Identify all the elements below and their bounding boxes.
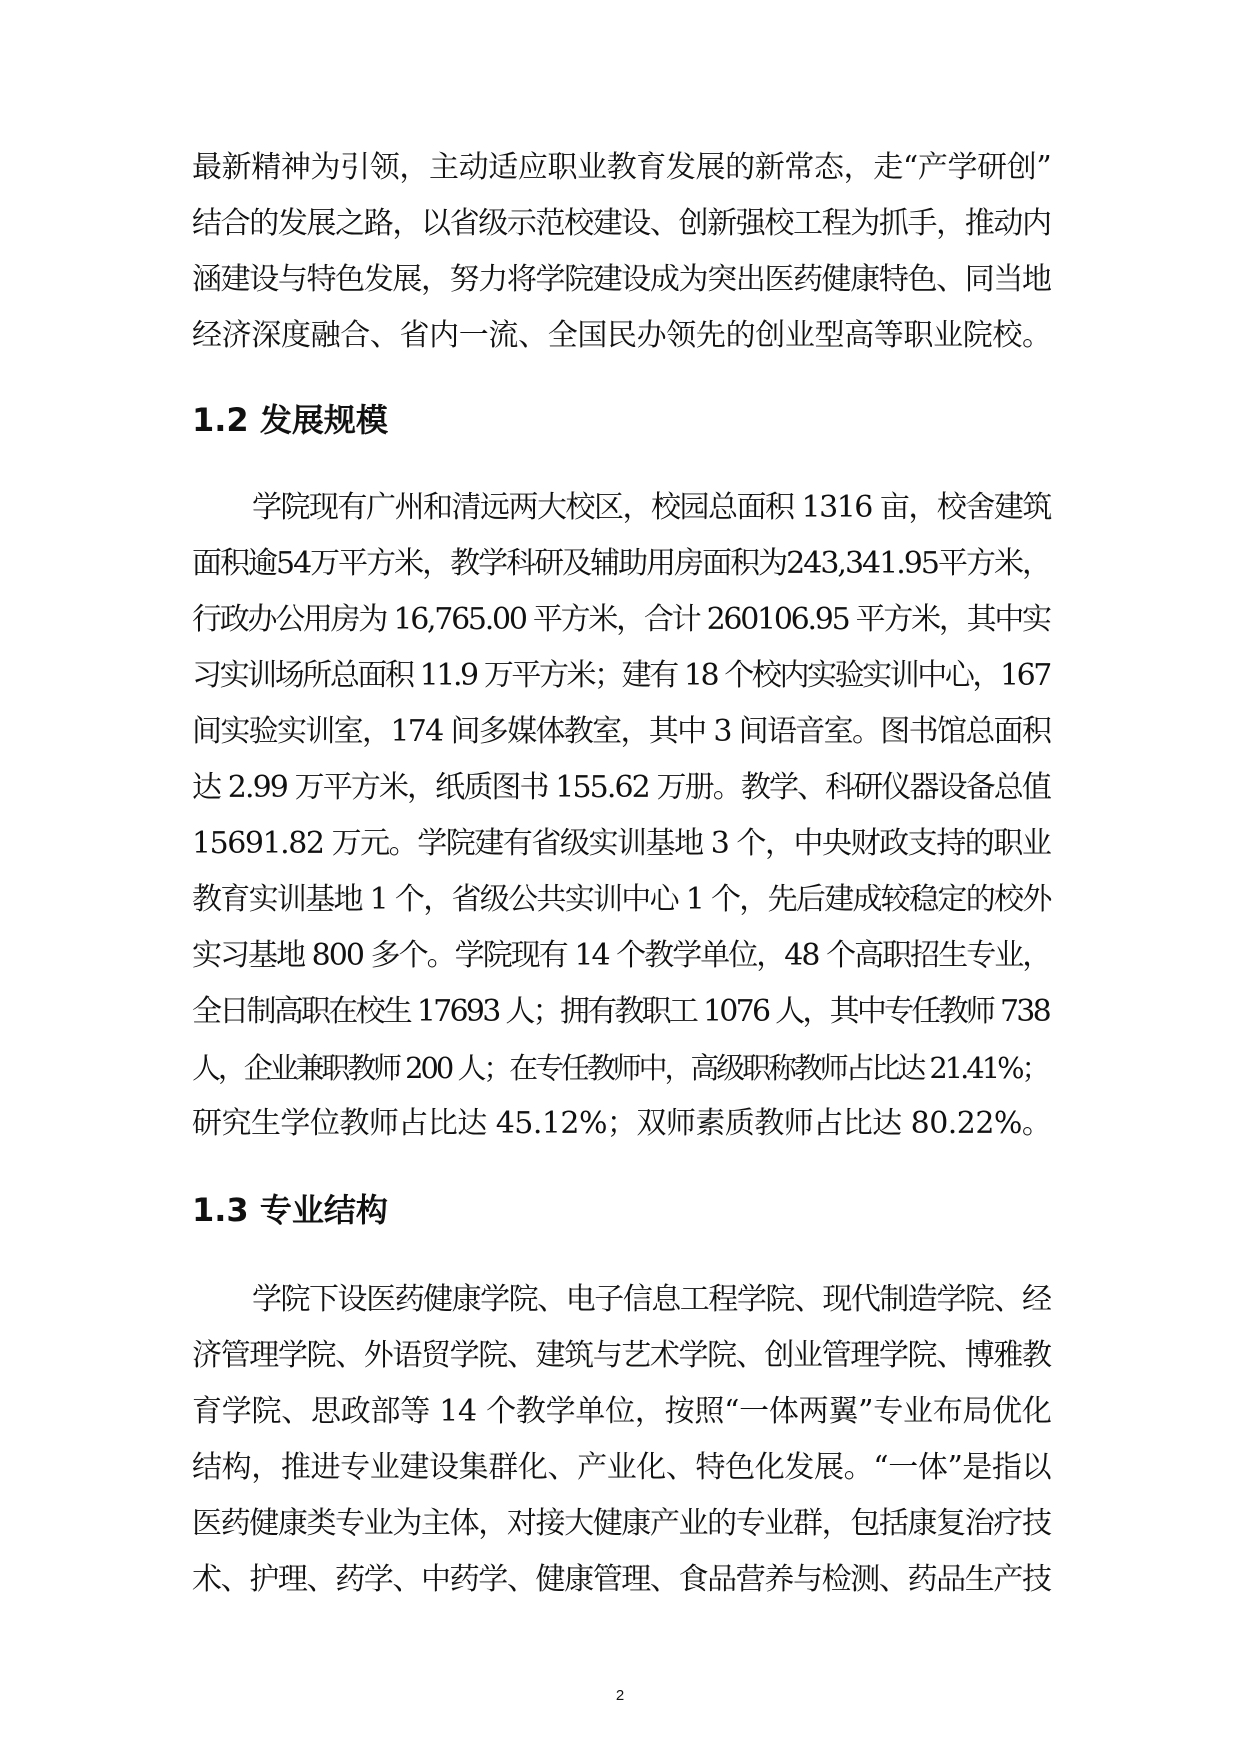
paragraph-line: 育学院、思政部等 14 个教学单位，按照“一体两翼”专业布局优化 [192,1394,1052,1429]
section-heading-1-2: 1.2 发展规模 [192,401,388,439]
paragraph-line: 结合的发展之路，以省级示范校建设、创新强校工程为抓手，推动内 [192,206,1051,241]
paragraph-line: 济管理学院、外语贸学院、建筑与艺术学院、创业管理学院、博雅教 [192,1338,1051,1373]
paragraph-line: 习实训场所总面积 11.9 万平方米；建有 18 个校内实验实训中心，167 [192,658,1050,693]
paragraph-line: 教育实训基地 1 个，省级公共实训中心 1 个，先后建成较稳定的校外 [192,882,1051,917]
page-number: 2 [615,1687,625,1704]
section-heading-1-3: 1.3 专业结构 [192,1191,388,1229]
paragraph-line: 全日制高职在校生 17693 人；拥有教职工 1076 人，其中专任教师 738 [192,994,1049,1029]
paragraph-line: 结构，推进专业建设集群化、产业化、特色化发展。“一体”是指以 [192,1450,1052,1485]
paragraph-line: 学院下设医药健康学院、电子信息工程学院、现代制造学院、经 [252,1282,1051,1317]
paragraph-line: 学院现有广州和清远两大校区，校园总面积 1316 亩，校舍建筑 [252,490,1051,525]
paragraph-line: 面积逾54万平方米，教学科研及辅助用房面积为243,341.95平方米， [192,546,1050,581]
paragraph-line: 实习基地 800 多个。学院现有 14 个教学单位，48 个高职招生专业， [192,938,1051,973]
paragraph-line: 研究生学位教师占比达 45.12%；双师素质教师占比达 80.22%。 [192,1106,1052,1141]
paragraph-line: 达 2.99 万平方米，纸质图书 155.62 万册。教学、科研仪器设备总值 [192,770,1051,805]
paragraph-line: 术、护理、药学、中药学、健康管理、食品营养与检测、药品生产技 [192,1562,1051,1597]
paragraph-line: 行政办公用房为 16,765.00 平方米，合计 260106.95 平方米，其中实 [192,602,1050,637]
paragraph-line: 间实验实训室，174 间多媒体教室，其中 3 间语音室。图书馆总面积 [192,714,1051,749]
paragraph-line: 15691.82 万元。学院建有省级实训基地 3 个，中央财政支持的职业 [192,826,1051,861]
paragraph-line: 人，企业兼职教师 200 人；在专任教师中，高级职称教师占比达 21.41%； [192,1051,1048,1085]
paragraph-line: 经济深度融合、省内一流、全国民办领先的创业型高等职业院校。 [192,318,1052,353]
paragraph-line: 涵建设与特色发展，努力将学院建设成为突出医药健康特色、同当地 [192,262,1051,297]
paragraph-line: 医药健康类专业为主体，对接大健康产业的专业群，包括康复治疗技 [192,1506,1051,1541]
paragraph-line: 最新精神为引领，主动适应职业教育发展的新常态，走“产学研创” [192,150,1052,185]
